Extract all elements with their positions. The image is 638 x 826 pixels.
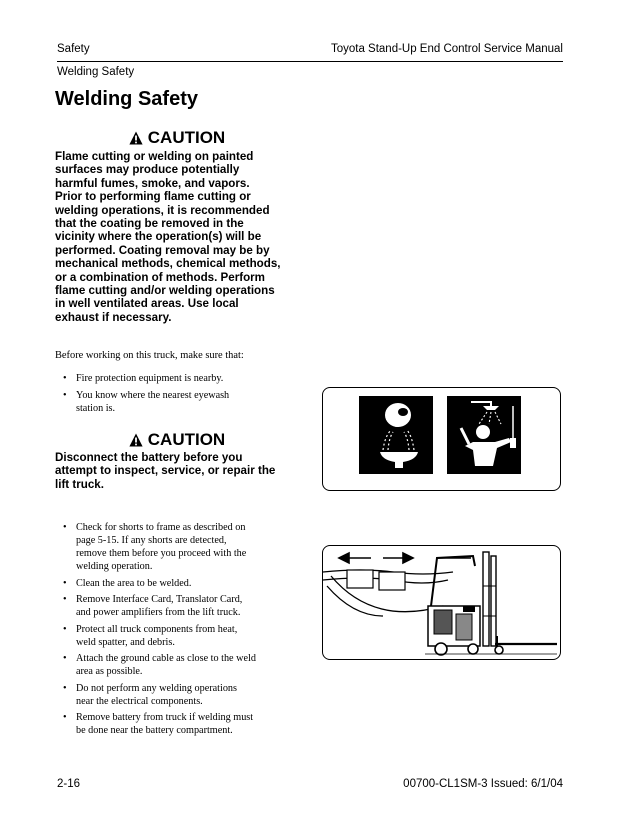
text-line: Prior to performing flame cutting or [55,190,251,204]
eyewash-shower-icon [323,388,560,490]
list-item-line: • Do not perform any welding operations [76,682,237,694]
text-line: in well ventilated areas. Use local [55,297,239,311]
document-id: 00700-CL1SM-3 Issued: 6/1/04 [403,778,563,790]
list-item-line: area as possible. [76,666,143,677]
caution-text [55,150,299,324]
warning-triangle-icon [129,131,143,145]
header-divider [57,61,563,62]
caution-label: CAUTION [147,128,226,147]
list-item-line: • You know where the nearest eyewash [76,389,230,401]
list-item-line: • Protect all truck components from heat, [76,623,238,635]
list-item-line: and power amplifiers from the lift truck. [76,607,241,618]
text-line: harmful fumes, smoke, and vapors. [55,176,250,190]
list-item-line: page 5-15. If any shorts are detected, [76,535,227,546]
list-item-line: weld spatter, and debris. [76,636,175,648]
header-subsection: Welding Safety [57,66,135,78]
list-item [62,682,302,708]
text-line: performed. Coating removal may be by [55,243,270,257]
header-section: Safety [57,43,90,55]
text-line: lift truck. [55,477,104,491]
text-line: Flame cutting or welding on painted [55,150,254,163]
list-item [62,623,302,649]
caution-heading [57,128,297,148]
caution-text [55,451,299,491]
list-item [62,521,302,573]
lift-truck-illustration [323,546,560,659]
text-line: flame cutting and/or welding operations [55,284,275,298]
caution-label: CAUTION [147,430,226,449]
page-title: Welding Safety [55,88,198,110]
lift-truck-figure [322,545,561,660]
list-item-line: • Clean the area to be welded. [76,577,192,589]
list-item-line: • Attach the ground cable as close to the weld [76,653,256,664]
procedure-list [62,521,302,741]
list-item [62,652,302,678]
list-item [62,577,302,590]
list-item-line: • Remove Interface Card, Translator Card, [76,594,243,605]
list-item-line: • Remove battery from truck if welding must [76,712,254,723]
list-item [62,389,302,415]
header-manual-title: Toyota Stand-Up End Control Service Manual [330,43,563,55]
text-line: Disconnect the battery before you [55,451,243,464]
list-item [62,711,302,737]
intro-text: Before working on this truck, make sure that: [55,350,244,361]
text-line: or a combination of methods. Perform [55,270,265,284]
text-line: exhaust if necessary. [55,310,172,324]
list-item-line: • Fire protection equipment is nearby. [76,373,224,384]
page-number: 2-16 [57,778,81,790]
text-line: surfaces may produce potentially [55,163,240,177]
checklist [62,372,302,418]
list-item-line: station is. [76,402,116,414]
text-line: that the coating be removed in the [55,217,244,231]
text-line: vicinity where the operation(s) will be [55,230,262,244]
text-line: mechanical methods, chemical methods, [55,257,281,271]
eyewash-shower-figure [322,387,561,491]
list-item-line: be done near the battery compartment. [76,725,233,736]
caution-heading [57,430,297,450]
list-item-line: welding operation. [76,561,153,572]
list-item-line: • Check for shorts to frame as described on [76,522,246,533]
warning-triangle-icon [129,433,143,447]
list-item-line: near the electrical components. [76,695,203,707]
list-item-line: remove them before you proceed with the [76,548,247,559]
text-line: welding operations, it is recommended [55,203,270,217]
list-item [62,593,302,619]
text-line: attempt to inspect, service, or repair the [55,464,276,478]
list-item [62,372,302,385]
